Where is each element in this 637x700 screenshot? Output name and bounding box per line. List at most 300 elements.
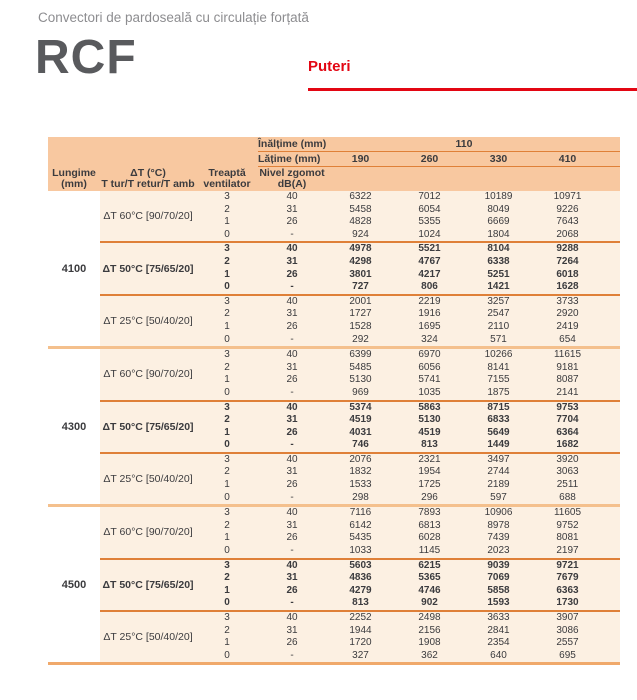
power-value-cell: 924 xyxy=(352,228,369,240)
power-value-cell: 9039 xyxy=(487,559,510,571)
power-value-cell: 9753 xyxy=(556,401,579,413)
power-value-cell: 969 xyxy=(352,386,369,398)
power-table xyxy=(48,137,620,665)
width-value: 190 xyxy=(351,153,370,165)
power-value-cell: 3086 xyxy=(556,624,579,636)
row-spacer xyxy=(602,229,620,242)
power-value-cell: 1628 xyxy=(556,281,579,293)
fan-step-cell: 2 xyxy=(224,519,230,531)
fan-step-cell: 1 xyxy=(224,268,230,280)
power-value-cell: 2354 xyxy=(487,637,510,649)
row-spacer xyxy=(602,479,620,492)
fan-step-cell: 2 xyxy=(224,466,230,478)
noise-level-cell: 31 xyxy=(286,203,298,215)
fan-step-cell: 2 xyxy=(224,255,230,267)
power-value-cell: 3907 xyxy=(556,612,579,623)
noise-level-cell: 40 xyxy=(286,612,298,623)
power-value-cell: 362 xyxy=(421,649,438,661)
row-spacer xyxy=(602,296,620,309)
dt-subgroup xyxy=(100,191,620,241)
power-value-cell: 8978 xyxy=(487,519,510,531)
fan-step-cell: 1 xyxy=(224,216,230,228)
noise-level-cell: - xyxy=(290,545,294,557)
power-value-cell: 4978 xyxy=(349,243,372,255)
row-spacer xyxy=(602,334,620,347)
noise-level-cell: 26 xyxy=(286,268,298,280)
noise-level-cell: 40 xyxy=(286,453,298,465)
power-value-cell: 1875 xyxy=(487,386,510,398)
power-value-cell: 5130 xyxy=(349,374,372,386)
power-value-cell: 11605 xyxy=(553,507,582,519)
fan-column-header: Treaptă ventilator xyxy=(203,167,251,190)
subgroup-column xyxy=(100,507,620,662)
noise-level-cell: - xyxy=(290,228,294,240)
row-spacer xyxy=(602,637,620,650)
power-value-cell: 4031 xyxy=(349,426,372,438)
noise-level-cell: 40 xyxy=(286,243,298,255)
power-value-cell: 8081 xyxy=(556,532,579,544)
power-value-cell: 2511 xyxy=(556,479,579,491)
row-spacer xyxy=(602,349,620,362)
power-value-cell: 11615 xyxy=(553,349,582,361)
section-underline xyxy=(308,88,637,91)
row-spacer xyxy=(602,466,620,479)
row-spacer xyxy=(602,256,620,269)
power-value-cell: 7012 xyxy=(418,191,441,202)
row-spacer xyxy=(602,374,620,387)
power-value-cell: 1145 xyxy=(418,545,441,557)
fan-step-cell: 3 xyxy=(224,295,230,307)
dt-subgroup xyxy=(100,452,620,504)
power-value-cell: 8087 xyxy=(556,374,579,386)
power-value-cell: 902 xyxy=(421,597,438,609)
dt-subgroup xyxy=(100,241,620,293)
fan-step-cell: 0 xyxy=(224,228,230,240)
row-spacer xyxy=(602,532,620,545)
fan-step-cell: 1 xyxy=(224,320,230,332)
noise-level-cell: 40 xyxy=(286,401,298,413)
noise-level-cell: - xyxy=(290,281,294,293)
length-group xyxy=(48,349,620,504)
row-spacer xyxy=(602,572,620,585)
power-value-cell: 10266 xyxy=(484,349,513,361)
power-value-cell: 2219 xyxy=(418,295,441,307)
width-value: 410 xyxy=(558,153,577,165)
row-spacer xyxy=(602,402,620,415)
power-value-cell: 1449 xyxy=(487,439,510,451)
length-group xyxy=(48,507,620,662)
noise-level-cell: 31 xyxy=(286,572,298,584)
power-value-cell: 2023 xyxy=(487,545,510,557)
power-value-cell: 3920 xyxy=(556,453,579,465)
noise-column-header: Nivel zgomot dB(A) xyxy=(259,167,325,190)
power-value-cell: 1908 xyxy=(418,637,441,649)
fan-step-cell: 0 xyxy=(224,649,230,661)
noise-level-cell: 40 xyxy=(286,507,298,519)
dt-label-cell: ΔT 25°C [50/40/20] xyxy=(103,314,193,327)
page-subtitle: Convectori de pardoseală cu circulație forțată xyxy=(38,10,309,25)
noise-level-cell: 31 xyxy=(286,624,298,636)
noise-level-cell: 26 xyxy=(286,479,298,491)
power-value-cell: 5458 xyxy=(349,203,372,215)
power-value-cell: 5130 xyxy=(418,414,441,426)
subgroup-column xyxy=(100,191,620,346)
section-label: Puteri xyxy=(308,58,351,75)
fan-step-cell: 0 xyxy=(224,545,230,557)
power-value-cell: 7679 xyxy=(556,572,579,584)
power-value-cell: 7643 xyxy=(556,216,579,228)
power-value-cell: 6322 xyxy=(349,191,372,202)
power-value-cell: 688 xyxy=(559,491,576,503)
power-value-cell: 1695 xyxy=(418,320,441,332)
noise-level-cell: 40 xyxy=(286,191,298,202)
power-value-cell: 2197 xyxy=(556,545,579,557)
product-title: RCF xyxy=(35,31,137,84)
power-value-cell: 7893 xyxy=(418,507,441,519)
power-value-cell: 10906 xyxy=(484,507,513,519)
power-value-cell: 1944 xyxy=(349,624,372,636)
fan-step-cell: 3 xyxy=(224,243,230,255)
power-value-cell: 4836 xyxy=(349,572,372,584)
power-value-cell: 5355 xyxy=(418,216,441,228)
row-spacer xyxy=(602,204,620,217)
power-value-cell: 1024 xyxy=(418,228,441,240)
fan-step-cell: 2 xyxy=(224,361,230,373)
power-value-cell: 10189 xyxy=(484,191,513,202)
row-spacer xyxy=(602,243,620,256)
fan-step-cell: 1 xyxy=(224,426,230,438)
column-header-row xyxy=(48,167,620,191)
power-value-cell: 9752 xyxy=(556,519,579,531)
power-value-cell: 2001 xyxy=(349,295,372,307)
noise-level-cell: - xyxy=(290,386,294,398)
fan-step-cell: 0 xyxy=(224,491,230,503)
row-spacer xyxy=(602,650,620,663)
width-value: 330 xyxy=(489,153,508,165)
noise-level-cell: 31 xyxy=(286,414,298,426)
power-value-cell: 2920 xyxy=(556,308,579,320)
row-spacer xyxy=(602,492,620,505)
power-value-cell: 8141 xyxy=(487,361,510,373)
row-spacer xyxy=(602,216,620,229)
power-value-cell: 597 xyxy=(490,491,507,503)
power-value-cell: 6970 xyxy=(418,349,441,361)
row-spacer xyxy=(602,414,620,427)
noise-level-cell: 31 xyxy=(286,308,298,320)
row-spacer xyxy=(602,597,620,610)
power-value-cell: 2498 xyxy=(418,612,441,623)
header-spacer xyxy=(602,152,620,166)
power-value-cell: 5863 xyxy=(418,401,441,413)
power-value-cell: 3497 xyxy=(487,453,510,465)
power-value-cell: 9226 xyxy=(556,203,579,215)
dt-label-cell: ΔT 50°C [75/65/20] xyxy=(102,578,194,591)
power-value-cell: 5603 xyxy=(349,559,372,571)
power-value-cell: 5858 xyxy=(487,584,510,596)
power-value-cell: 6028 xyxy=(418,532,441,544)
fan-step-cell: 3 xyxy=(224,401,230,413)
row-spacer xyxy=(602,387,620,400)
power-value-cell: 2252 xyxy=(349,612,372,623)
power-value-cell: 727 xyxy=(352,281,369,293)
power-value-cell: 7069 xyxy=(487,572,510,584)
dt-subgroup xyxy=(100,610,620,662)
height-value: 110 xyxy=(455,138,473,150)
dt-subgroup xyxy=(100,294,620,346)
fan-step-cell: 2 xyxy=(224,203,230,215)
dt-label-cell: ΔT 50°C [75/65/20] xyxy=(102,420,194,433)
power-value-cell: 695 xyxy=(559,649,576,661)
power-value-cell: 2557 xyxy=(556,637,579,649)
power-value-cell: 1682 xyxy=(556,439,579,451)
power-value-cell: 6364 xyxy=(556,426,579,438)
subgroup-column xyxy=(100,349,620,504)
noise-level-cell: 26 xyxy=(286,637,298,649)
noise-level-cell: 31 xyxy=(286,255,298,267)
power-value-cell: 5374 xyxy=(349,401,372,413)
fan-step-cell: 2 xyxy=(224,308,230,320)
height-label: Înălțime (mm) xyxy=(258,138,327,150)
power-value-cell: 6338 xyxy=(487,255,510,267)
power-value-cell: 1033 xyxy=(349,545,372,557)
table-header xyxy=(48,137,620,191)
dt-label-cell: ΔT 25°C [50/40/20] xyxy=(103,631,193,644)
fan-step-cell: 1 xyxy=(224,374,230,386)
power-value-cell: 7704 xyxy=(556,414,579,426)
noise-level-cell: 26 xyxy=(286,532,298,544)
power-value-cell: 1916 xyxy=(418,308,441,320)
fan-step-cell: 2 xyxy=(224,572,230,584)
power-value-cell: 746 xyxy=(352,439,369,451)
power-value-cell: 4298 xyxy=(349,255,372,267)
power-value-cell: 9721 xyxy=(556,559,579,571)
fan-step-cell: 3 xyxy=(224,349,230,361)
power-value-cell: 5741 xyxy=(418,374,441,386)
noise-level-cell: 26 xyxy=(286,374,298,386)
power-value-cell: 8049 xyxy=(487,203,510,215)
row-spacer xyxy=(602,362,620,375)
power-value-cell: 7116 xyxy=(349,507,372,519)
power-value-cell: 6399 xyxy=(349,349,372,361)
power-value-cell: 5521 xyxy=(418,243,441,255)
header-spacer xyxy=(602,137,620,151)
row-spacer xyxy=(602,625,620,638)
dt-label-cell: ΔT 60°C [90/70/20] xyxy=(103,526,193,539)
fan-step-cell: 1 xyxy=(224,479,230,491)
power-value-cell: 2110 xyxy=(487,320,510,332)
fan-step-cell: 3 xyxy=(224,507,230,519)
noise-level-cell: 40 xyxy=(286,559,298,571)
power-value-cell: 4519 xyxy=(418,426,441,438)
fan-step-cell: 2 xyxy=(224,414,230,426)
power-value-cell: 6363 xyxy=(556,584,579,596)
row-spacer xyxy=(602,560,620,573)
power-value-cell: 3733 xyxy=(556,295,579,307)
power-value-cell: 6669 xyxy=(487,216,510,228)
power-value-cell: 4767 xyxy=(418,255,441,267)
power-value-cell: 6056 xyxy=(418,361,441,373)
power-value-cell: 1593 xyxy=(487,597,510,609)
power-value-cell: 1954 xyxy=(418,466,441,478)
height-header-row xyxy=(48,137,620,152)
power-value-cell: 292 xyxy=(352,333,369,345)
fan-step-cell: 0 xyxy=(224,439,230,451)
dt-label-cell: ΔT 25°C [50/40/20] xyxy=(103,473,193,486)
noise-level-cell: - xyxy=(290,439,294,451)
fan-step-cell: 0 xyxy=(224,281,230,293)
power-value-cell: 6813 xyxy=(418,519,441,531)
fan-step-cell: 3 xyxy=(224,453,230,465)
power-value-cell: 2156 xyxy=(418,624,441,636)
power-value-cell: 9181 xyxy=(556,361,579,373)
fan-step-cell: 0 xyxy=(224,386,230,398)
power-value-cell: 6215 xyxy=(418,559,441,571)
power-value-cell: 1421 xyxy=(487,281,510,293)
power-value-cell: 1035 xyxy=(418,386,441,398)
power-value-cell: 7155 xyxy=(487,374,510,386)
noise-level-cell: 31 xyxy=(286,466,298,478)
power-value-cell: 3063 xyxy=(556,466,579,478)
power-value-cell: 6142 xyxy=(349,519,372,531)
power-value-cell: 8715 xyxy=(487,401,510,413)
power-value-cell: 1832 xyxy=(349,466,372,478)
power-value-cell: 5251 xyxy=(487,268,510,280)
noise-level-cell: - xyxy=(290,491,294,503)
row-spacer xyxy=(602,308,620,321)
row-spacer xyxy=(602,585,620,598)
fan-step-cell: 3 xyxy=(224,612,230,623)
noise-level-cell: 26 xyxy=(286,426,298,438)
power-value-cell: 2076 xyxy=(349,453,372,465)
power-value-cell: 806 xyxy=(421,281,438,293)
power-value-cell: 1727 xyxy=(349,308,372,320)
row-spacer xyxy=(602,321,620,334)
dt-subgroup xyxy=(100,558,620,610)
dt-column-header: ΔT (°C) T tur/T retur/T amb xyxy=(101,167,195,190)
row-spacer xyxy=(602,281,620,294)
power-value-cell: 2547 xyxy=(487,308,510,320)
power-value-cell: 7439 xyxy=(487,532,510,544)
power-value-cell: 3801 xyxy=(349,268,372,280)
power-value-cell: 2189 xyxy=(487,479,510,491)
dt-subgroup xyxy=(100,400,620,452)
row-spacer xyxy=(602,507,620,520)
dt-label-cell: ΔT 50°C [75/65/20] xyxy=(102,262,194,275)
power-value-cell: 7264 xyxy=(556,255,579,267)
fan-step-cell: 2 xyxy=(224,624,230,636)
row-spacer xyxy=(602,454,620,467)
fan-step-cell: 1 xyxy=(224,584,230,596)
power-value-cell: 2068 xyxy=(556,228,579,240)
fan-step-cell: 3 xyxy=(224,559,230,571)
length-label-cell: 4100 xyxy=(48,191,100,346)
power-value-cell: 640 xyxy=(490,649,507,661)
power-value-cell: 2841 xyxy=(487,624,510,636)
power-value-cell: 5435 xyxy=(349,532,372,544)
power-value-cell: 2141 xyxy=(556,386,579,398)
noise-level-cell: 26 xyxy=(286,584,298,596)
width-header-row xyxy=(48,152,620,167)
length-label-cell: 4300 xyxy=(48,349,100,504)
power-value-cell: 6054 xyxy=(418,203,441,215)
table-body xyxy=(48,191,620,662)
power-value-cell: 2419 xyxy=(556,320,579,332)
power-value-cell: 10971 xyxy=(553,191,582,202)
power-value-cell: 1533 xyxy=(349,479,372,491)
noise-level-cell: 26 xyxy=(286,320,298,332)
noise-level-cell: 40 xyxy=(286,349,298,361)
row-spacer xyxy=(602,269,620,282)
power-value-cell: 3257 xyxy=(487,295,510,307)
power-value-cell: 813 xyxy=(352,597,369,609)
row-spacer xyxy=(602,612,620,625)
row-spacer xyxy=(602,427,620,440)
noise-level-cell: - xyxy=(290,597,294,609)
power-value-cell: 2744 xyxy=(487,466,510,478)
power-value-cell: 1528 xyxy=(349,320,372,332)
power-value-cell: 6833 xyxy=(487,414,510,426)
power-value-cell: 327 xyxy=(352,649,369,661)
noise-level-cell: 31 xyxy=(286,519,298,531)
length-column-header: Lungime (mm) xyxy=(52,167,96,190)
length-label-cell: 4500 xyxy=(48,507,100,662)
power-value-cell: 3633 xyxy=(487,612,510,623)
row-spacer xyxy=(602,520,620,533)
power-value-cell: 6018 xyxy=(556,268,579,280)
dt-subgroup xyxy=(100,349,620,399)
power-value-cell: 1804 xyxy=(487,228,510,240)
power-value-cell: 4519 xyxy=(349,414,372,426)
power-value-cell: 2321 xyxy=(418,453,441,465)
power-value-cell: 4217 xyxy=(418,268,441,280)
header-left-pad xyxy=(48,152,258,167)
noise-level-cell: - xyxy=(290,333,294,345)
power-value-cell: 1730 xyxy=(556,597,579,609)
power-value-cell: 8104 xyxy=(487,243,510,255)
length-group xyxy=(48,191,620,346)
power-value-cell: 1720 xyxy=(349,637,372,649)
power-value-cell: 5649 xyxy=(487,426,510,438)
power-value-cell: 324 xyxy=(421,333,438,345)
power-value-cell: 9288 xyxy=(556,243,579,255)
dt-subgroup xyxy=(100,507,620,557)
width-value: 260 xyxy=(420,153,439,165)
fan-step-cell: 3 xyxy=(224,191,230,202)
row-spacer xyxy=(602,191,620,204)
power-value-cell: 4746 xyxy=(418,584,441,596)
power-value-cell: 296 xyxy=(421,491,438,503)
noise-level-cell: - xyxy=(290,649,294,661)
row-spacer xyxy=(602,545,620,558)
header-left-pad xyxy=(48,137,258,152)
power-value-cell: 298 xyxy=(352,491,369,503)
fan-step-cell: 0 xyxy=(224,597,230,609)
fan-step-cell: 1 xyxy=(224,637,230,649)
noise-level-cell: 26 xyxy=(286,216,298,228)
power-value-cell: 813 xyxy=(421,439,438,451)
noise-level-cell: 40 xyxy=(286,295,298,307)
table-bottom-border xyxy=(48,662,620,665)
power-value-cell: 4828 xyxy=(349,216,372,228)
fan-step-cell: 0 xyxy=(224,333,230,345)
width-label: Lățime (mm) xyxy=(258,153,321,165)
fan-step-cell: 1 xyxy=(224,532,230,544)
noise-level-cell: 31 xyxy=(286,361,298,373)
power-value-cell: 5485 xyxy=(349,361,372,373)
dt-label-cell: ΔT 60°C [90/70/20] xyxy=(103,210,193,223)
power-value-cell: 654 xyxy=(559,333,576,345)
power-value-cell: 5365 xyxy=(418,572,441,584)
